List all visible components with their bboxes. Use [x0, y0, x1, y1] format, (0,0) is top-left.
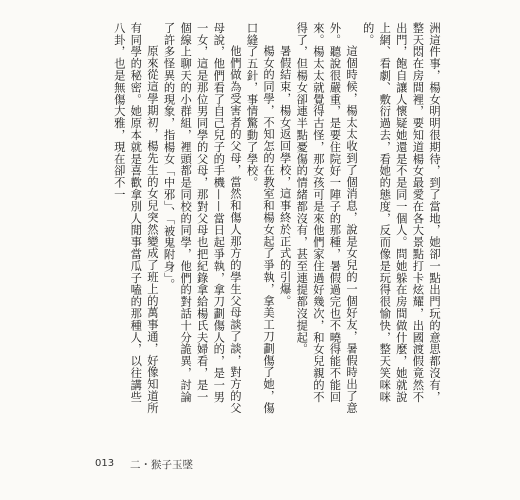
paragraph: 楊女的同學，不知怎的在教室和楊女起了爭執，拿美工刀劃傷了她，傷口縫了五針，事情驚動了學校。: [245, 22, 276, 414]
paragraph: 原來從這學期初，楊先生的女兒突然變成了班上的萬事通，好像知道所有同學的秘密。她原本就是喜歡拿別人閒事當瓜子嗑的那種人，以往講些八卦，也是無傷大雅，現在卻不一: [112, 22, 159, 414]
paragraph: 暑假結束，楊女返回學校，這事終於正式的引爆。: [278, 44, 292, 307]
paragraph: 這個時候，楊太太收到了個消息，說是女兒的一個好友，暑假時出了意外。聽說很嚴重，是要住院好一陣子的那種，暑假過完也不曉得能不能回來。楊太太就覺得古怪，那女孩可是來他們家住過好幾次，和女兒親的不得了，但楊女卻連半點憂傷的情緒都沒有，甚至連提都沒提起。: [295, 22, 359, 414]
running-head: 二・猴子玉墜: [130, 459, 193, 471]
paragraph: 他們做為受害者的父母，當然和傷人那方的學生父母談了談，對方的父母說，他們看了自己兒子的手機——當日起爭執，拿刀劃傷人的，是一男一女，這是那位男同學的父母，那對父母也把紀錄拿給楊氏夫婦看，是一個線上聊天的小群組，裡頭都是同校的同學，他們的對話十分詭異，討論了許多怪異的現象，指楊女「中邪」、「被鬼附身」。: [162, 22, 242, 414]
body-text: [70, 22, 442, 414]
page-number: 013: [95, 458, 115, 469]
paragraph: 洲這件事，楊女明明很期待，到了當地，她卻一點出門玩的意思都沒有，整天悶在房間裡，要知道楊女最愛在各大景點打卡炫耀，出國渡假竟然不出門，飽自讓人懷疑她還是不是同一個人。問她躲在房間做什麼，她就說上網、看劇、敷衍過去，看她的態度，反而像是玩得很愉快，整天笑咪咪的。: [361, 22, 441, 403]
